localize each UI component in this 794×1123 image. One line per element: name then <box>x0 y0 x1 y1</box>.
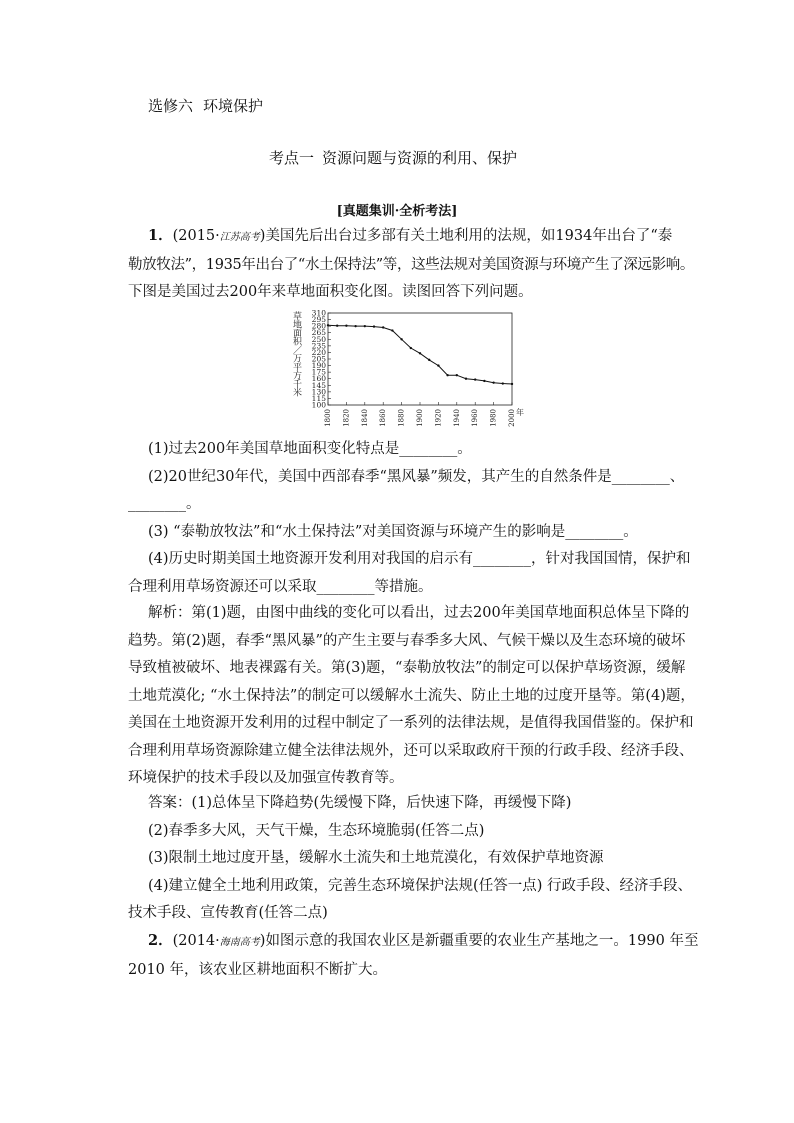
q1-line-1 <box>128 222 688 252</box>
data-point <box>373 325 375 327</box>
data-point <box>400 338 402 340</box>
data-point <box>336 325 338 327</box>
x-tick-label: 1920 <box>434 409 443 427</box>
data-point <box>437 364 439 366</box>
y-tick-label: 190 <box>311 361 326 371</box>
y-tick-label: 310 <box>311 308 326 318</box>
q1-sub4a: (4)历史时期美国土地资源开发利用对我国的启示有________，针对我国国情，保护和 <box>148 551 691 567</box>
q1-number: 1． <box>148 227 173 244</box>
data-point <box>410 347 412 349</box>
q2-source-open: (2014· <box>172 933 220 949</box>
q2-text-1: 如图示意的我国农业区是新疆重要的农业生产基地之一。1990 年至 <box>265 933 699 949</box>
topic-name: 资源问题与资源的利用、保护 <box>322 149 518 167</box>
topic-title <box>0 147 794 168</box>
q2-source-close: ) <box>259 933 266 949</box>
topic-number: 考点一 <box>268 149 314 167</box>
q1-analysis <box>128 600 695 793</box>
data-point <box>419 352 421 354</box>
section-number: 选修六 <box>148 97 194 115</box>
q1-source-tag: 江苏高考 <box>219 232 260 243</box>
data-point <box>483 380 485 382</box>
y-tick-label: 295 <box>311 315 326 325</box>
data-point <box>465 378 467 380</box>
answer-line: (3)限制土地过度开垦，缓解水土流失和土地荒漠化，有效保护草地资源 <box>148 850 604 866</box>
data-point <box>345 325 347 327</box>
answer-line: (4)建立健全土地利用政策，完善生态环境保护法规(任答一点) 行政手段、经济手段、 <box>148 877 692 894</box>
y-axis-label: 草地面积／万平方千米 <box>291 311 301 396</box>
data-point <box>391 329 393 331</box>
y-tick-label: 100 <box>311 400 326 410</box>
data-point <box>382 326 384 328</box>
analysis-line: 合理利用草场资源除建立健全法律法规外，还可以采取政府干预的行政手段、经济手段、 <box>128 742 694 759</box>
q1-source-close: ) <box>259 228 266 244</box>
data-point <box>492 381 494 383</box>
q2-source-tag: 海南高考 <box>219 937 260 948</box>
subtitle: [真题集训·全析考法] <box>336 204 458 219</box>
analysis-line: 美国在土地资源开发利用的过程中制定了一系列的法律法规，是值得我国借鉴的。保护和 <box>128 715 694 731</box>
data-point <box>474 378 476 380</box>
q1-sub3: (3) “泰勒放牧法”和“水土保持法”对美国资源与环境产生的影响是________。 <box>148 523 638 540</box>
q1-answers <box>128 790 692 928</box>
q2-line-2: 2010 年，该农业区耕地面积不断扩大。 <box>128 961 388 978</box>
y-tick-label: 280 <box>311 321 326 331</box>
data-point <box>456 374 458 376</box>
y-tick-label: 205 <box>311 354 326 364</box>
data-point <box>327 324 329 326</box>
q1-source-open: (2015· <box>172 228 220 244</box>
analysis-line: 土地荒漠化; “水土保持法”的制定可以缓解水土流失、防止土地的过度开垦等。第(4)题， <box>128 687 695 704</box>
data-point <box>428 359 430 361</box>
q1-sub2b: ________。 <box>128 496 201 512</box>
q1-text-1: 美国先后出台过多部有关土地利用的法规，如1934年出台了“泰 <box>265 228 673 244</box>
q1-subquestions <box>128 436 691 601</box>
section-title <box>148 95 273 116</box>
analysis-line: 导致植被破坏、地表裸露有关。第(3)题，“泰勒放牧法”的制定可以保护草场资源，缓解 <box>128 660 686 676</box>
data-point <box>511 383 513 385</box>
y-tick-label: 250 <box>311 334 326 344</box>
analysis-line: 趋势。第(2)题，春季“黑风暴”的产生主要与春季多大风、气候干燥以及生态环境的破坏 <box>128 632 686 649</box>
data-point <box>502 382 504 384</box>
y-tick-label: 175 <box>311 367 326 377</box>
y-tick-label: 160 <box>311 374 326 384</box>
x-tick-label: 2000 <box>508 409 516 427</box>
q1-line-2: 勒放牧法”，1935年出台了“水土保持法”等，这些法规对美国资源与环境产生了深远影响。 <box>128 256 695 273</box>
data-point <box>354 325 356 327</box>
x-tick-label: 1840 <box>360 409 369 427</box>
grassland-area-chart <box>290 305 530 427</box>
q1-sub2a: (2)20世纪30年代，美国中西部春季“黑风暴”频发，其产生的自然条件是________、 <box>148 468 685 485</box>
answer-line: (2)春季多大风，天气干燥，生态环境脆弱(任答二点) <box>148 822 485 839</box>
y-tick-label: 145 <box>311 380 326 390</box>
x-tick-label: 1860 <box>379 409 388 427</box>
answer-line: 技术手段、宣传教育(任答二点) <box>128 905 328 921</box>
q2-number: 2． <box>148 932 173 949</box>
x-tick-label: 1980 <box>489 409 498 427</box>
y-tick-label: 265 <box>311 328 326 338</box>
x-tick-label: 1820 <box>342 409 351 427</box>
data-point <box>364 325 366 327</box>
x-tick-label: 1800 <box>324 409 332 427</box>
data-point <box>446 374 448 376</box>
q2-stem <box>128 927 699 984</box>
section-name: 环境保护 <box>203 97 264 115</box>
y-tick-label: 235 <box>311 341 326 351</box>
x-tick-label: 1940 <box>452 409 461 427</box>
answer-line: 答案：(1)总体呈下降趋势(先缓慢下降，后快速下降，再缓慢下降) <box>148 795 572 811</box>
y-tick-label: 115 <box>311 393 326 403</box>
analysis-line: 解析：第(1)题，由图中曲线的变化可以看出，过去200年美国草地面积总体呈下降的 <box>148 605 690 621</box>
x-tick-label: 1900 <box>416 409 424 427</box>
q2-line-1 <box>128 927 699 957</box>
q1-sub4b: 合理利用草场资源还可以采取________等措施。 <box>128 578 433 595</box>
series-line <box>328 325 512 384</box>
q1-stem <box>128 222 695 307</box>
x-tick-label: 1960 <box>471 409 480 427</box>
x-axis-label: 年 <box>516 408 524 417</box>
x-tick-label: 1880 <box>397 409 406 427</box>
analysis-line: 环境保护的技术手段以及加强宣传教育等。 <box>128 770 404 786</box>
y-tick-label: 220 <box>311 347 326 357</box>
q1-sub1: (1)过去200年美国草地面积变化特点是________。 <box>148 441 472 457</box>
y-tick-label: 130 <box>311 387 326 397</box>
q1-line-3: 下图是美国过去200年来草地面积变化图。读图回答下列问题。 <box>128 284 533 300</box>
